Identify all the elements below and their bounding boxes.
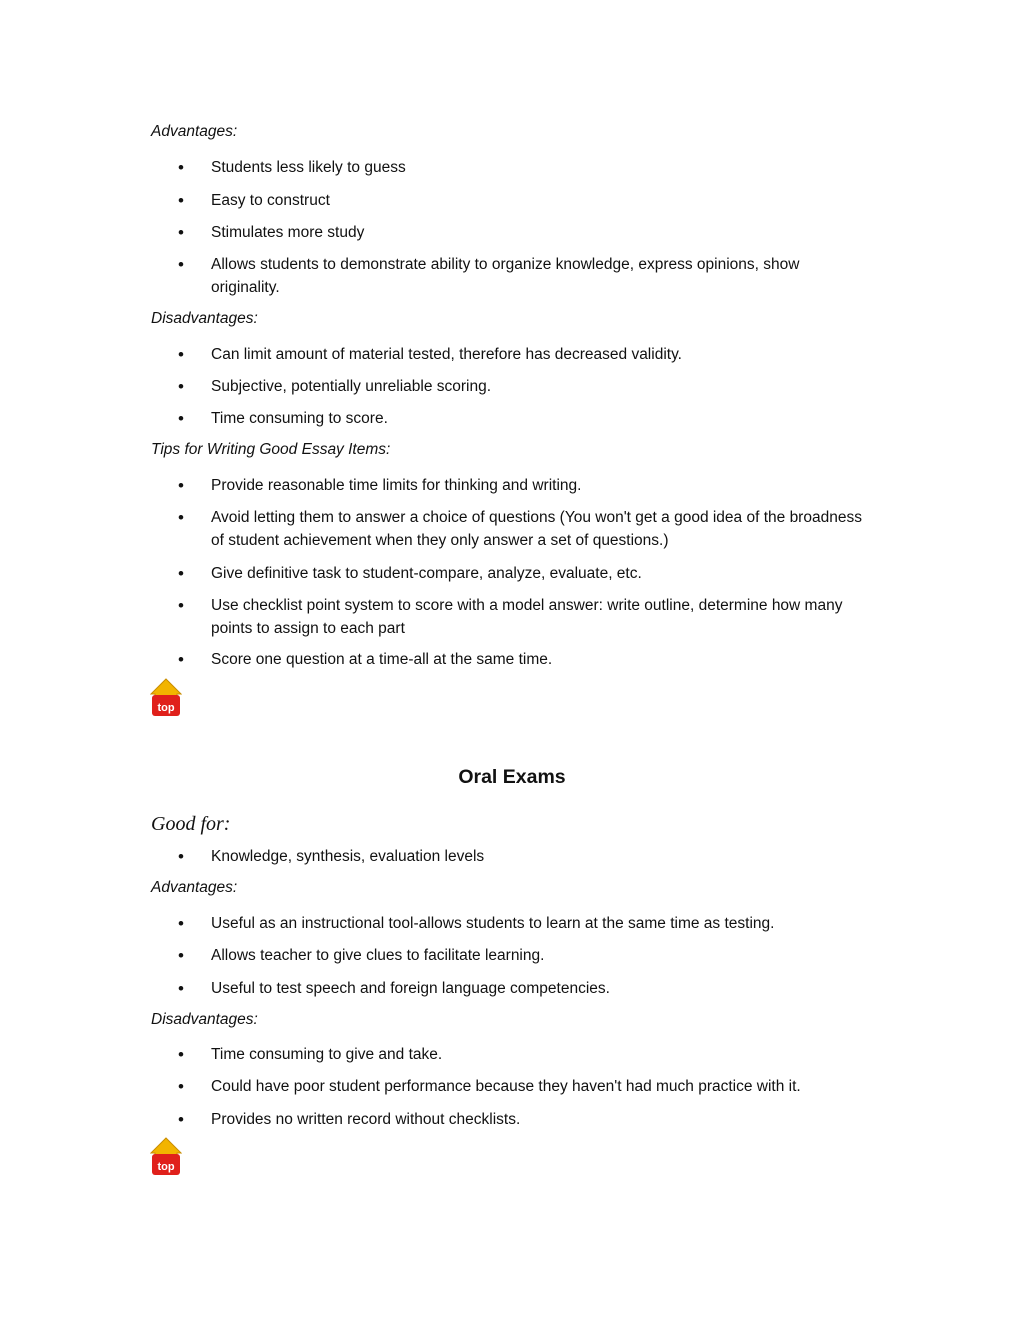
list-item: • Easy to construct [178,191,330,210]
bullet-icon: • [178,158,184,177]
list-item: • Give definitive task to student-compare, analyze, evaluate, etc. [178,564,642,583]
top-button[interactable] [150,1137,182,1177]
bullet-icon: • [178,377,184,396]
list-item: • Time consuming to score. [178,409,388,428]
bullet-icon: • [178,476,184,495]
bullet-icon: • [178,191,184,210]
list-item: • Useful as an instructional tool-allows students to learn at the same time as testing. [178,914,775,933]
list-item: • Provide reasonable time limits for thinking and writing. [178,476,582,495]
bullet-icon: • [178,508,184,527]
advantages-label: Advantages: [151,879,238,896]
section-heading: Oral Exams [458,766,566,788]
svg-text:top: top [157,1161,175,1173]
bullet-icon: • [178,946,184,965]
list-item: • Knowledge, synthesis, evaluation levels [178,847,485,866]
bullet-icon: • [178,223,184,242]
bullet-icon: • [178,650,184,669]
list-item: • Stimulates more study [178,223,365,242]
list-item: • Subjective, potentially unreliable scoring. [178,377,492,396]
list-item: • Allows teacher to give clues to facilitate learning. [178,946,545,965]
bullet-icon: • [178,979,184,998]
bullet-icon: • [178,914,184,933]
list-item: • Score one question at a time-all at the same time. [178,650,553,669]
list-item: • Avoid letting them to answer a choice of questions (You won't get a good idea of the broadness of student achievement when they only answer a set of questions.) [178,508,862,549]
bullet-icon: • [178,564,184,583]
tips-label: Tips for Writing Good Essay Items: [151,441,391,458]
bullet-icon: • [178,1110,184,1129]
top-button[interactable] [150,678,182,718]
list-item: • Time consuming to give and take. [178,1045,443,1064]
disadvantages-label: Disadvantages: [151,310,258,327]
svg-text:top: top [157,702,175,714]
list-item: • Could have poor student performance because they haven't had much practice with it. [178,1077,801,1096]
home-top-icon [150,678,182,718]
bullet-icon: • [178,1077,184,1096]
good-for-label: Good for: [151,813,231,835]
bullet-icon: • [178,1045,184,1064]
list-item: • Useful to test speech and foreign language competencies. [178,979,610,998]
list-item: • Provides no written record without checklists. [178,1110,521,1129]
bullet-icon: • [178,409,184,428]
list-item: • Allows students to demonstrate ability to organize knowledge, express opinions, show originality. [178,255,800,296]
home-top-icon [150,1137,182,1177]
list-item: • Use checklist point system to score with a model answer: write outline, determine how many points to assign to each part [178,596,843,637]
bullet-icon: • [178,847,184,866]
bullet-icon: • [178,345,184,364]
list-item: • Students less likely to guess [178,158,406,177]
bullet-icon: • [178,596,184,615]
advantages-label: Advantages: [151,123,238,140]
list-item: • Can limit amount of material tested, therefore has decreased validity. [178,345,682,364]
bullet-icon: • [178,255,184,274]
disadvantages-label: Disadvantages: [151,1011,258,1028]
